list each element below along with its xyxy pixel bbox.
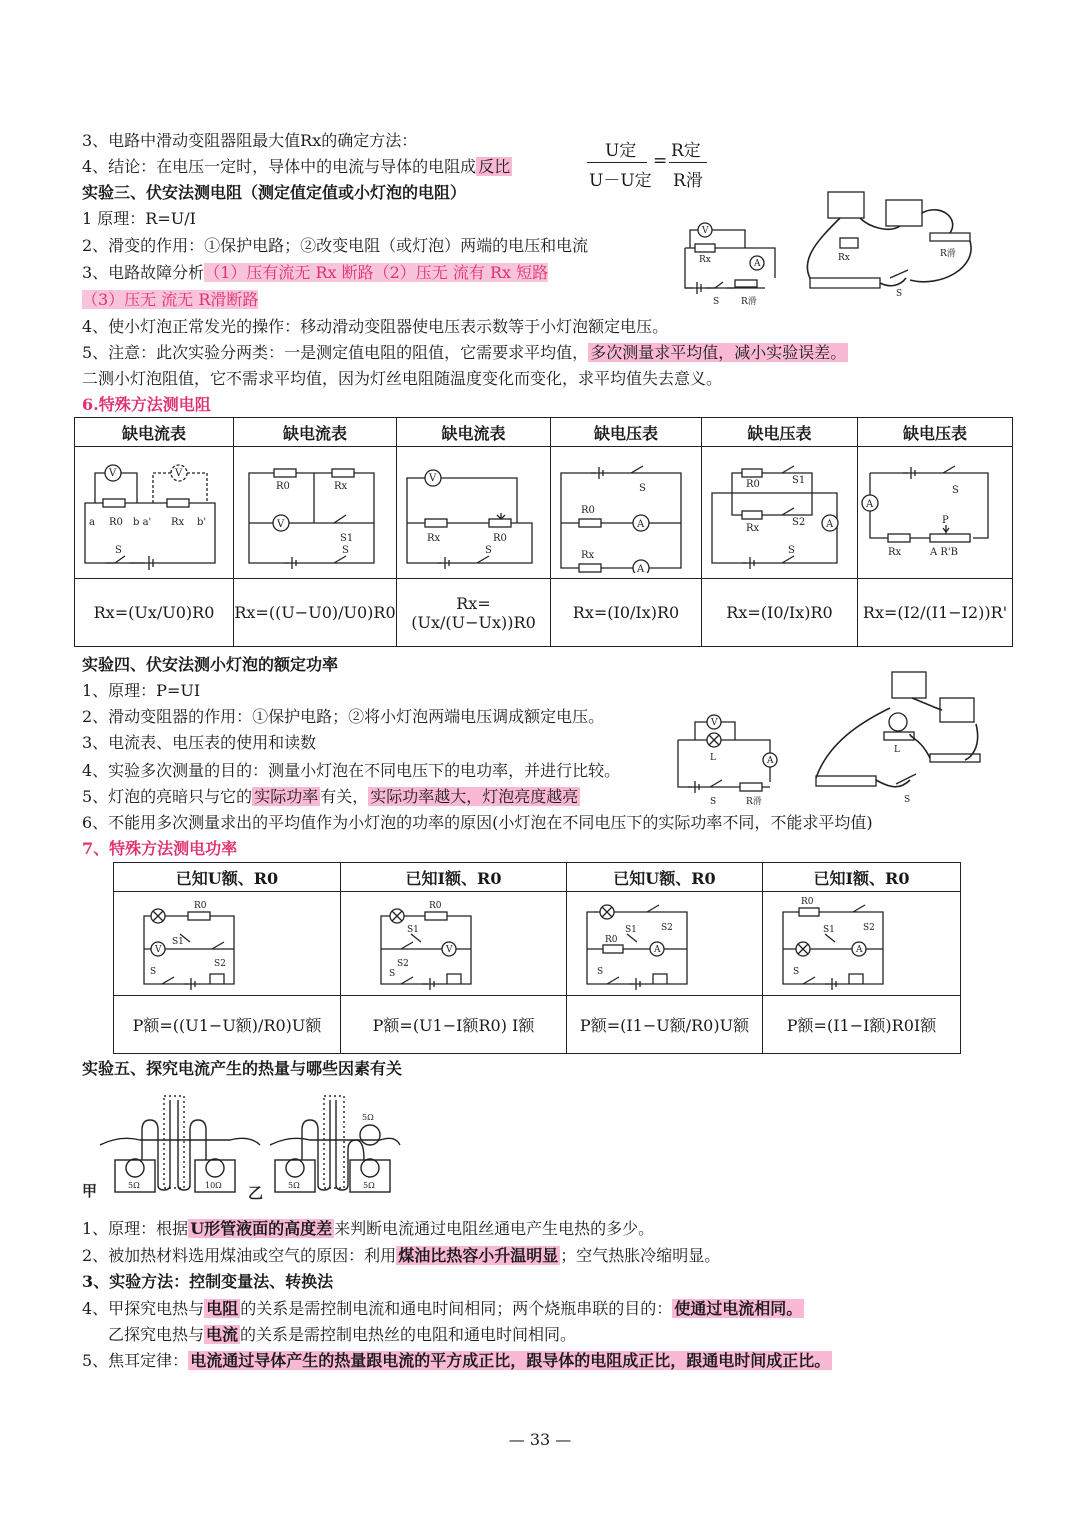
exp4-circuit-diagram [670, 712, 790, 807]
exp5-jia-c: 的关系是需控制电流和通电时间相同；两个烧瓶串联的目的： [240, 1299, 673, 1318]
label-5-ohm-b: 5Ω [288, 1181, 300, 1190]
t6-header-1: 缺电流表 [75, 418, 234, 447]
exp4-brightness [82, 786, 580, 808]
svg-text:R0: R0 [194, 900, 207, 911]
exp3-note-highlight: 多次测量求平均值，减小实验误差。 [590, 343, 847, 362]
t6-circuit-2 [234, 447, 397, 579]
exp4-brightness-rel: 有关， [320, 787, 369, 806]
t7-circuit-4 [763, 892, 961, 996]
svg-text:S2: S2 [397, 958, 409, 969]
svg-text:V: V [702, 226, 709, 236]
t6-circuit-1 [75, 447, 234, 579]
t6-formula-3: Rx=(Ux/(U−Ux))R0 [397, 579, 551, 647]
svg-text:S: S [639, 482, 646, 494]
exp5-yi [108, 1324, 576, 1346]
svg-text:R0: R0 [746, 478, 760, 490]
exp3-fault-line2 [82, 289, 258, 311]
svg-text:R0: R0 [605, 934, 618, 945]
svg-text:S: S [342, 544, 349, 556]
svg-text:R滑: R滑 [746, 797, 762, 807]
svg-text:S2: S2 [214, 958, 226, 969]
svg-text:R滑: R滑 [741, 297, 757, 307]
page-number: — 33 — [508, 1430, 572, 1449]
exp3-fault-cases: （1）压有流无 Rx 断路（2）压无 流有 Rx 短路 [204, 263, 549, 282]
exp3-title: 实验三、伏安法测电阻（测定值定值或小灯泡的电阻） [82, 183, 467, 202]
t6-circuit-5 [702, 447, 858, 579]
t7-header-3: 已知U额、R0 [567, 863, 763, 892]
svg-text:Rx: Rx [746, 522, 760, 534]
exp5-principle [82, 1218, 654, 1240]
t7-header-1: 已知U额、R0 [114, 863, 341, 892]
svg-text:A: A [637, 518, 645, 530]
svg-text:S: S [115, 544, 122, 556]
svg-text:S1: S1 [792, 474, 806, 486]
exp3-fault-case3: （3）压无 流无 R滑断路 [82, 290, 259, 309]
svg-text:L: L [710, 753, 716, 763]
svg-text:S: S [896, 289, 903, 299]
exp5-jia-resistance: 电阻 [206, 1299, 239, 1318]
t6-header-2: 缺电流表 [234, 418, 397, 447]
svg-text:S1: S1 [823, 924, 835, 935]
svg-text:S: S [389, 968, 396, 979]
exp3-note [82, 342, 848, 364]
exp3-rheostat-role: 2、滑变的作用：①保护电路；②改变电阻（或灯泡）两端的电压和电流 [82, 236, 589, 255]
svg-text:S: S [597, 966, 604, 977]
exp3-bulb-operation: 4、使小灯泡正常发光的操作：移动滑动变阻器使电压表示数等于小灯泡额定电压。 [82, 317, 669, 336]
t7-formula-2: P额=(U1−I额R0) I额 [341, 996, 567, 1054]
t7-formula-4: P额=(I1−I额)R0I额 [763, 996, 961, 1054]
formula-den-right: R滑 [673, 171, 703, 191]
svg-text:Rx: Rx [838, 253, 850, 263]
svg-text:R0: R0 [109, 516, 123, 528]
exp5-material-hl: 煤油比热容小升温明显 [398, 1246, 559, 1265]
conclusion-highlight: 反比 [478, 157, 511, 176]
t7-formula-3: P额=(I1−U额/R0)U额 [567, 996, 763, 1054]
svg-text:R0: R0 [581, 504, 595, 516]
exp5-joule-a: 5、焦耳定律： [82, 1351, 189, 1370]
svg-text:A R'B: A R'B [930, 546, 959, 558]
svg-text:R0: R0 [276, 480, 290, 492]
exp4-average-reason: 6、不能用多次测量求出的平均值作为小灯泡的功率的原因(小灯泡在不同电压下的实际功率不同，不能求平均值) [82, 813, 873, 832]
svg-text:A: A [856, 944, 863, 955]
svg-text:R0: R0 [493, 532, 507, 544]
exp3-apparatus-picture [800, 188, 980, 303]
svg-text:S: S [710, 797, 717, 807]
conclusion-text: 4、结论：在电压一定时，导体中的电流与导体的电阻成 [82, 157, 477, 176]
exp5-principle-a: 1、原理：根据 [82, 1219, 189, 1238]
svg-text:A: A [754, 259, 761, 269]
label-yi: 乙 [248, 1184, 264, 1202]
t6-header-6: 缺电压表 [858, 418, 1013, 447]
t7-formula-1: P额=((U1−U额)/R0)U额 [114, 996, 341, 1054]
svg-text:A: A [826, 518, 834, 530]
t6-header-3: 缺电流表 [397, 418, 551, 447]
label-5-ohm-c: 5Ω [363, 1181, 375, 1190]
svg-text:V: V [429, 472, 437, 484]
svg-text:S: S [952, 484, 959, 496]
exp5-jia [82, 1298, 804, 1320]
label-5-ohm-d: 5Ω [362, 1113, 374, 1122]
svg-text:S: S [904, 795, 911, 805]
svg-text:V: V [277, 518, 285, 530]
svg-text:L: L [894, 745, 900, 755]
exp4-meters: 3、电流表、电压表的使用和读数 [82, 733, 317, 752]
svg-text:b a': b a' [133, 516, 152, 528]
svg-text:Rx: Rx [334, 480, 348, 492]
svg-text:P: P [942, 514, 949, 526]
exp5-yi-current: 电流 [206, 1325, 239, 1344]
t6-formula-6: Rx=(I2/(I1−I2))R' [858, 579, 1013, 647]
exp4-purpose: 4、实验多次测量的目的：测量小灯泡在不同电压下的电功率，并进行比较。 [82, 761, 621, 780]
svg-text:S2: S2 [792, 516, 806, 528]
svg-text:A: A [767, 756, 774, 766]
svg-text:S: S [713, 297, 720, 307]
svg-text:V: V [711, 718, 718, 728]
svg-text:S2: S2 [661, 922, 673, 933]
svg-text:A: A [637, 563, 645, 573]
t7-circuit-1 [114, 892, 341, 996]
t7-header-2: 已知I额、R0 [341, 863, 567, 892]
section6-title: 6.特殊方法测电阻 [82, 395, 211, 414]
svg-text:S: S [793, 966, 800, 977]
t6-formula-4: Rx=(I0/Ix)R0 [551, 579, 702, 647]
power-methods-table [113, 862, 961, 1054]
line-rx-method: 3、电路中滑动变阻器阻最大值Rx的确定方法： [82, 131, 418, 150]
svg-text:S: S [485, 544, 492, 556]
section7-title: 7、特殊方法测电功率 [82, 839, 238, 858]
label-jia: 甲 [82, 1182, 98, 1200]
svg-text:V: V [175, 467, 183, 479]
label-10-ohm: 10Ω [205, 1181, 222, 1190]
exp5-title: 实验五、探究电流产生的热量与哪些因素有关 [82, 1059, 403, 1078]
svg-text:Rx: Rx [888, 546, 902, 558]
svg-text:S: S [788, 544, 795, 556]
label-5-ohm-a: 5Ω [128, 1181, 140, 1190]
svg-text:S1: S1 [340, 532, 354, 544]
ratio-formula: U定 U－U定 = R定 R滑 [585, 134, 715, 194]
svg-text:S1: S1 [172, 936, 184, 947]
formula-num-left: U定 [605, 141, 637, 161]
line-conclusion [82, 156, 512, 178]
svg-text:Rx: Rx [699, 255, 711, 265]
t6-circuit-3 [397, 447, 551, 579]
t6-formula-5: Rx=(I0/Ix)R0 [702, 579, 858, 647]
svg-text:Rx: Rx [581, 549, 595, 561]
exp5-joule-law [82, 1350, 832, 1372]
svg-text:R0: R0 [801, 896, 814, 907]
svg-text:Rx: Rx [171, 516, 185, 528]
svg-text:Rx: Rx [427, 532, 441, 544]
exp5-jia-a: 4、甲探究电热与 [82, 1299, 205, 1318]
resistance-methods-table [74, 417, 1013, 647]
formula-den-left: U－U定 [589, 171, 652, 191]
exp5-yi-a: 乙探究电热与 [108, 1325, 205, 1344]
exp5-principle-hl: U形管液面的高度差 [190, 1219, 333, 1238]
exp4-apparatus-picture [800, 668, 985, 808]
svg-text:S2: S2 [863, 922, 875, 933]
t6-circuit-4 [551, 447, 702, 579]
t7-circuit-3 [567, 892, 763, 996]
svg-text:V: V [109, 467, 117, 479]
exp4-brightness-text: 5、灯泡的亮暗只与它的 [82, 787, 253, 806]
formula-num-right: R定 [671, 141, 701, 161]
t6-formula-1: Rx=(Ux/U0)R0 [75, 579, 234, 647]
exp4-title: 实验四、伏安法测小灯泡的额定功率 [82, 655, 339, 674]
exp5-jia-purpose: 使通过电流相同。 [674, 1299, 803, 1318]
exp5-material [82, 1245, 720, 1267]
exp3-fault-label: 3、电路故障分析 [82, 263, 205, 282]
exp4-principle: 1、原理：P=UI [82, 681, 201, 700]
exp5-joule-hl: 电流通过导体产生的热量跟电流的平方成正比，跟导体的电阻成正比，跟通电时间成正比。 [190, 1351, 831, 1370]
exp3-note-2: 二测小灯泡阻值，它不需求平均值，因为灯丝电阻随温度变化而变化，求平均值失去意义。 [82, 369, 723, 388]
svg-text:R0: R0 [429, 900, 442, 911]
exp4-rheostat-role: 2、滑动变阻器的作用：①保护电路；②将小灯泡两端电压调成额定电压。 [82, 707, 605, 726]
svg-text:S1: S1 [625, 924, 637, 935]
exp3-circuit-diagram [665, 218, 785, 308]
svg-text:V: V [446, 944, 453, 955]
svg-text:S: S [150, 966, 157, 977]
exp5-yi-c: 的关系是需控制电热丝的电阻和通电时间相同。 [240, 1325, 577, 1344]
exp3-principle: 1 原理：R=U/I [82, 209, 196, 228]
svg-text:S1: S1 [407, 924, 419, 935]
exp5-material-c: ；空气热胀冷缩明显。 [560, 1246, 721, 1265]
exp3-fault [82, 262, 548, 284]
t6-formula-2: Rx=((U−U0)/U0)R0 [234, 579, 397, 647]
t7-header-4: 已知I额、R0 [763, 863, 961, 892]
exp4-actual-power: 实际功率 [254, 787, 319, 806]
svg-text:A: A [654, 944, 661, 955]
svg-text:a: a [89, 516, 95, 528]
exp5-material-a: 2、被加热材料选用煤油或空气的原因：利用 [82, 1246, 397, 1265]
joule-heat-apparatus-figure [80, 1090, 420, 1205]
svg-text:R滑: R滑 [940, 249, 956, 259]
exp5-principle-c: 来判断电流通过电阻丝通电产生电热的多少。 [334, 1219, 655, 1238]
exp4-brightness-conclusion: 实际功率越大，灯泡亮度越亮 [370, 787, 579, 806]
t7-circuit-2 [341, 892, 567, 996]
t6-header-4: 缺电压表 [551, 418, 702, 447]
svg-text:V: V [155, 944, 162, 955]
t6-header-5: 缺电压表 [702, 418, 858, 447]
exp3-note-text: 5、注意：此次实验分两类：一是测定值电阻的阻值，它需要求平均值， [82, 343, 589, 362]
svg-text:b': b' [197, 516, 207, 528]
t6-circuit-6 [858, 447, 1013, 579]
svg-text:A: A [866, 498, 874, 510]
exp5-method: 3、实验方法：控制变量法、转换法 [82, 1272, 334, 1291]
